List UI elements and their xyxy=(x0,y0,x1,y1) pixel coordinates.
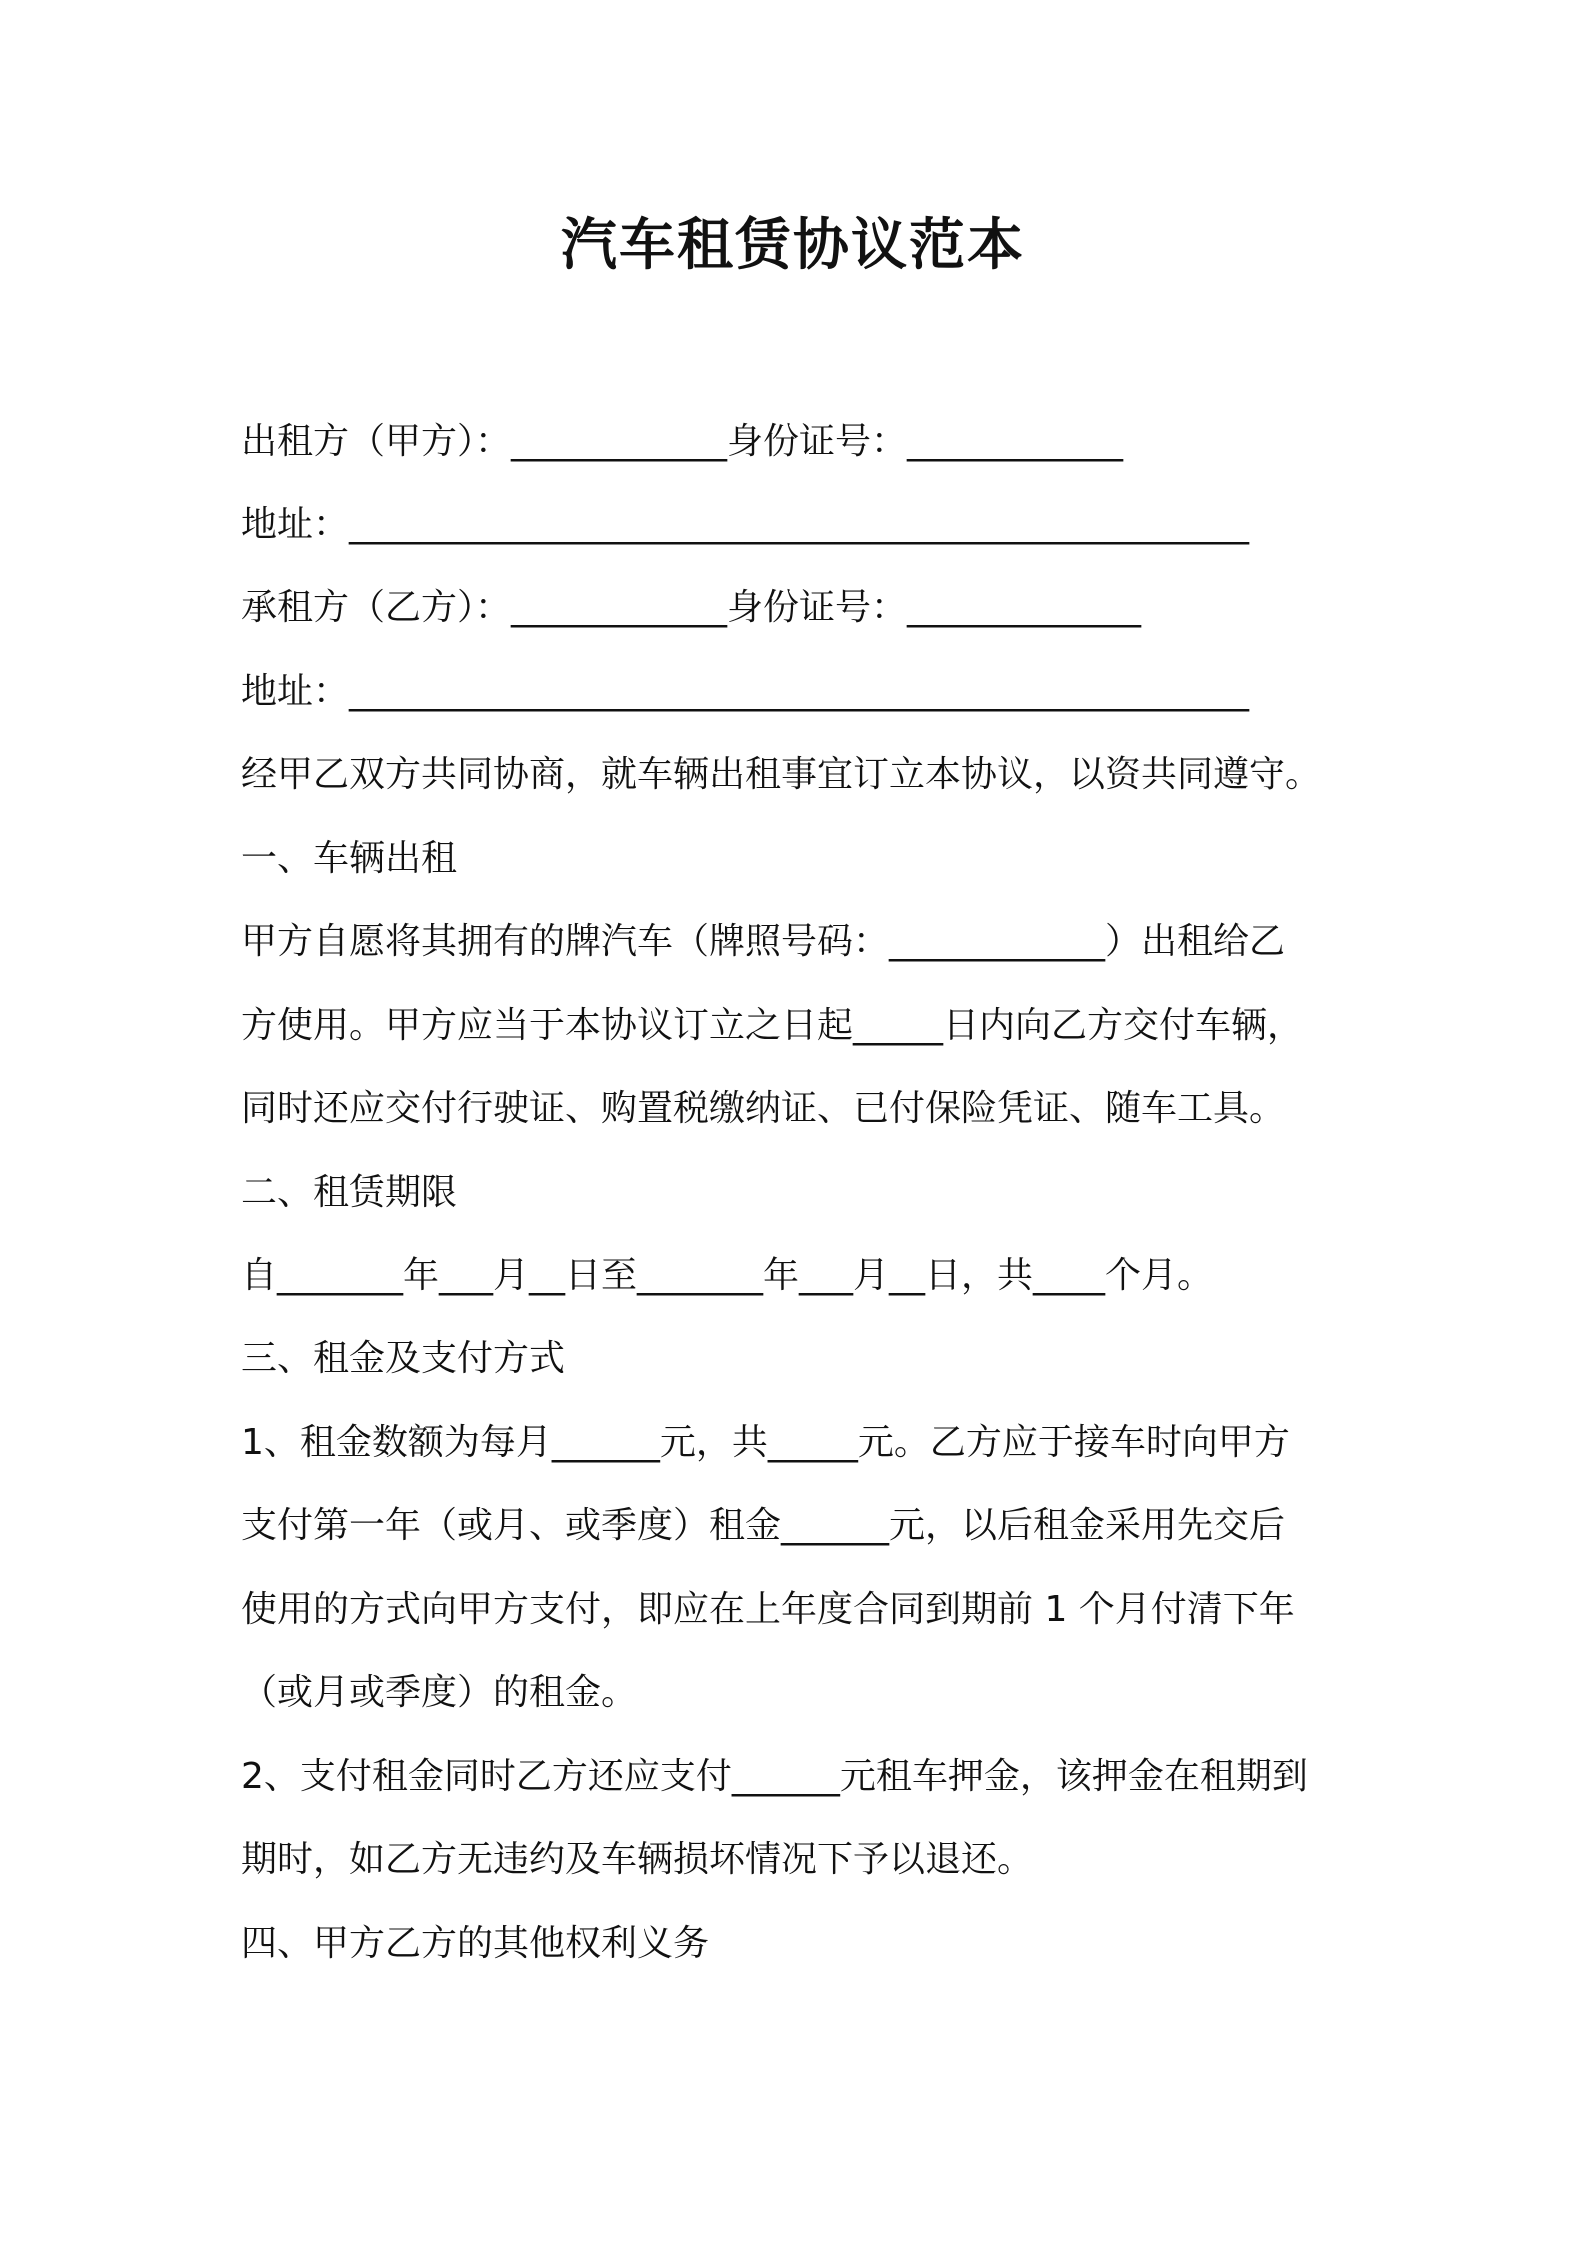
section-heading-2: 二、租赁期限 xyxy=(241,1172,458,1213)
paragraph-line: 支付第一年（或月、或季度）租金______元，以后租金采用先交后 xyxy=(241,1505,1286,1546)
preamble-line: 经甲乙双方共同协商，就车辆出租事宜订立本协议，以资共同遵守。 xyxy=(241,754,1322,795)
paragraph-line: 使用的方式向甲方支付，即应在上年度合同到期前 1 个月付清下年 xyxy=(241,1589,1295,1630)
paragraph-line: 期时，如乙方无违约及车辆损坏情况下予以退还。 xyxy=(241,1839,1034,1880)
paragraph-line: 方使用。甲方应当于本协议订立之日起_____日内向乙方交付车辆， xyxy=(241,1005,1304,1046)
paragraph-line: 甲方自愿将其拥有的牌汽车（牌照号码：____________）出租给乙 xyxy=(241,921,1286,962)
section-heading-4: 四、甲方乙方的其他权利义务 xyxy=(241,1923,710,1964)
lessor-address-line: 地址：__________________________________________________ xyxy=(241,504,1250,545)
paragraph-line: （或月或季度）的租金。 xyxy=(241,1672,638,1713)
lessee-name-line: 承租方（乙方）：____________身份证号：_____________ xyxy=(241,587,1142,628)
paragraph-line: 1、租金数额为每月______元，共_____元。乙方应于接车时向甲方 xyxy=(241,1422,1290,1463)
document-title: 汽车租赁协议范本 xyxy=(561,213,1025,278)
paragraph-line: 2、支付租金同时乙方还应支付______元租车押金，该押金在租期到 xyxy=(241,1756,1308,1797)
lease-term-line: 自_______年___月__日至_______年___月__日，共____个月。 xyxy=(241,1255,1214,1296)
section-heading-1: 一、车辆出租 xyxy=(241,838,458,879)
lessee-address-line: 地址：__________________________________________________ xyxy=(241,671,1250,712)
section-heading-3: 三、租金及支付方式 xyxy=(241,1338,566,1379)
paragraph-line: 同时还应交付行驶证、购置税缴纳证、已付保险凭证、随车工具。 xyxy=(241,1088,1286,1129)
lessor-name-line: 出租方（甲方）：____________身份证号：____________ xyxy=(241,421,1124,462)
